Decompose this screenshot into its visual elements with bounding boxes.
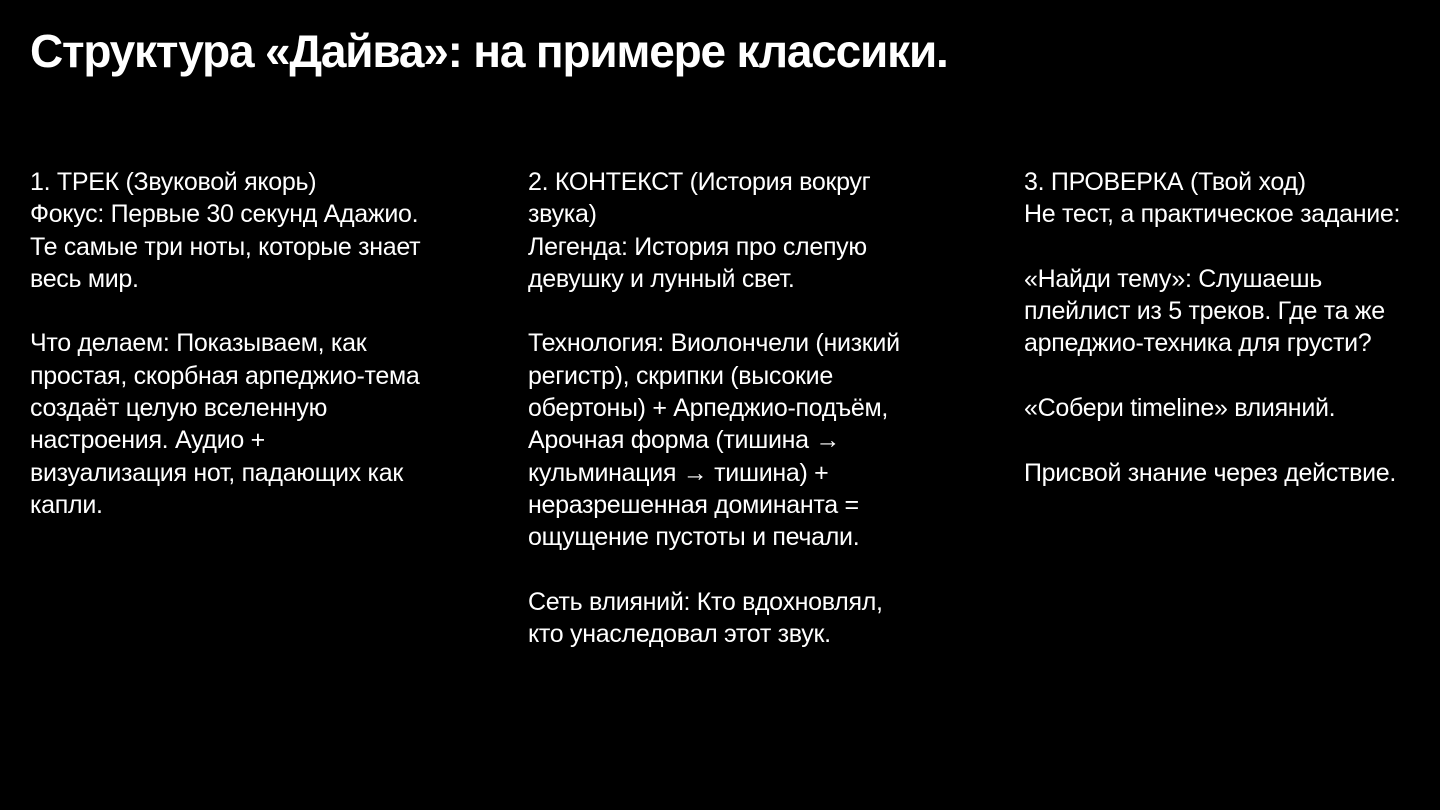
check-timeline-paragraph: «Собери timeline» влияний.	[1024, 394, 1336, 423]
context-influence-paragraph: Сеть влияний: Кто вдохновлял, кто унаследовал этот звук.	[528, 587, 883, 649]
check-heading-paragraph: 3. ПРОВЕРКА (Твой ход) Не тест, а практическое задание:	[1024, 168, 1401, 229]
check-action-paragraph: Присвой знание через действие.	[1024, 458, 1397, 487]
slide-title: Структура «Дайва»: на примере классики.	[30, 25, 948, 77]
track-what-we-do-paragraph: Что делаем: Показываем, как простая, скорбная арпеджио-тема создаёт целую вселенную настроения. Аудио + визуализация нот, падающих как капли.	[30, 329, 420, 519]
context-heading-paragraph: 2. КОНТЕКСТ (История вокруг звука) Легенда: История про слепую девушку и лунный свет.	[528, 168, 871, 293]
column-track	[30, 166, 422, 521]
check-find-theme-paragraph: «Найди тему»: Слушаешь плейлист из 5 треков. Где та же арпеджио-техника для грусти?	[1024, 264, 1385, 358]
track-heading-paragraph: 1. ТРЕК (Звуковой якорь) Фокус: Первые 30 секунд Адажио. Те самые три ноты, которые знает весь мир.	[30, 168, 421, 293]
column-context	[528, 166, 920, 650]
context-technology-paragraph: Технология: Виолончели (низкий регистр), скрипки (высокие обертоны) + Арпеджио-подъём, Арочная форма (тишина → кульминация → тишина) + неразрешенная доминанта = ощущение пустоты и печали.	[528, 329, 900, 552]
column-check	[1024, 166, 1416, 489]
